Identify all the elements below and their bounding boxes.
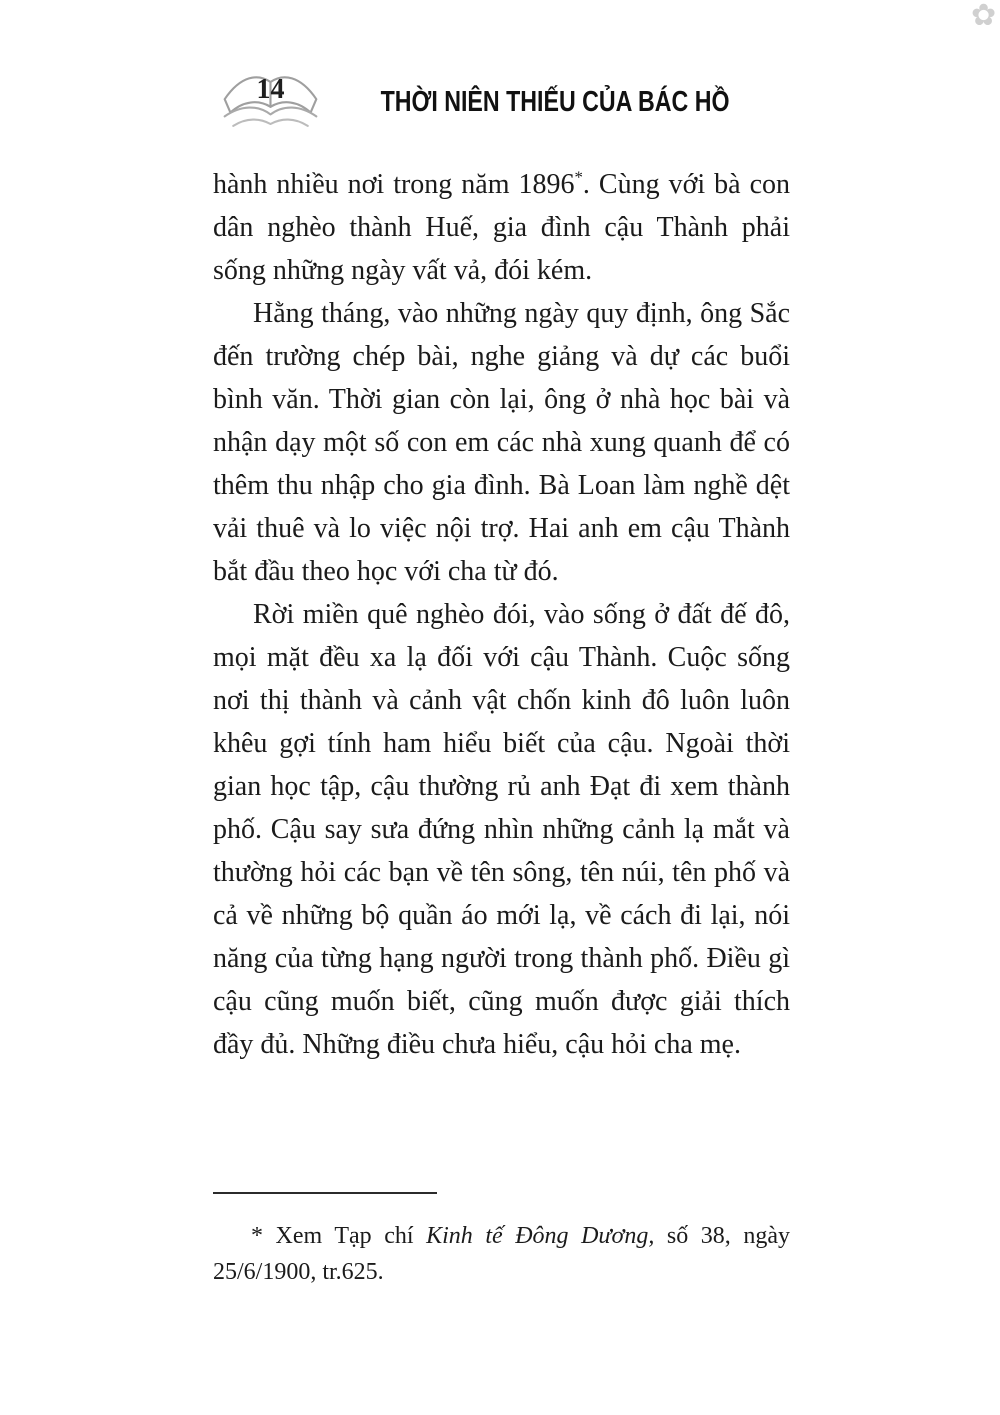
page-header [0,0,1000,140]
footnote-marker: * [251,1223,263,1249]
running-title-text: THỜI NIÊN THIẾU CỦA BÁC HỒ [380,86,730,118]
page-number: 14 [256,74,285,105]
footnote-tail: số 38, ngày 25/6/1900, tr.625. [213,1223,790,1285]
paragraph-1-continuation: . Cùng với bà con dân nghèo thành Huế, gia đình cậu Thành phải sống những ngày vất vả, đói kém. [213,169,791,286]
footnote-lead: Xem Tạp chí [263,1223,427,1249]
footnote-rule [213,1192,437,1194]
footnote [213,1192,790,1290]
footnote-marker-ref: * [574,167,583,187]
page-body [213,163,790,1066]
footnote-text [213,1218,790,1290]
flower-icon: ✿ [971,0,997,33]
paragraph-1-text: hành nhiều nơi trong năm 1896 [213,169,575,200]
paragraph-2: Hằng tháng, vào những ngày quy định, ông Sắc đến trường chép bài, nghe giảng và dự các buổi bình văn. Thời gian còn lại, ông ở nhà học bài và nhận dạy một số con em các nhà xung quanh để có thêm thu nhập cho gia đình. Bà Loan làm nghề dệt vải thuê và lo việc nội trợ. Hai anh em cậu Thành bắt đầu theo học với cha từ đó. [213,298,790,587]
paragraph-3: Rời miền quê nghèo đói, vào sống ở đất đế đô, mọi mặt đều xa lạ đối với cậu Thành. Cuộc sống nơi thị thành và cảnh vật chốn kinh đô luôn luôn khêu gợi tính ham hiểu biết của cậu. Ngoài thời gian học tập, cậu thường rủ anh Đạt đi xem thành phố. Cậu say sưa đứng nhìn những cảnh lạ mắt và thường hỏi các bạn về tên sông, tên núi, tên phố và cả về những bộ quần áo mới lạ, về cách đi lại, nói năng của từng hạng người trong thành phố. Điều gì cậu cũng muốn biết, cũng muốn được giải thích đầy đủ. Những điều chưa hiểu, cậu hỏi cha mẹ. [213,599,790,1060]
paragraph-1 [213,163,790,292]
running-title [320,86,790,119]
footnote-citation: Kinh tế Đông Dương, [426,1223,655,1249]
